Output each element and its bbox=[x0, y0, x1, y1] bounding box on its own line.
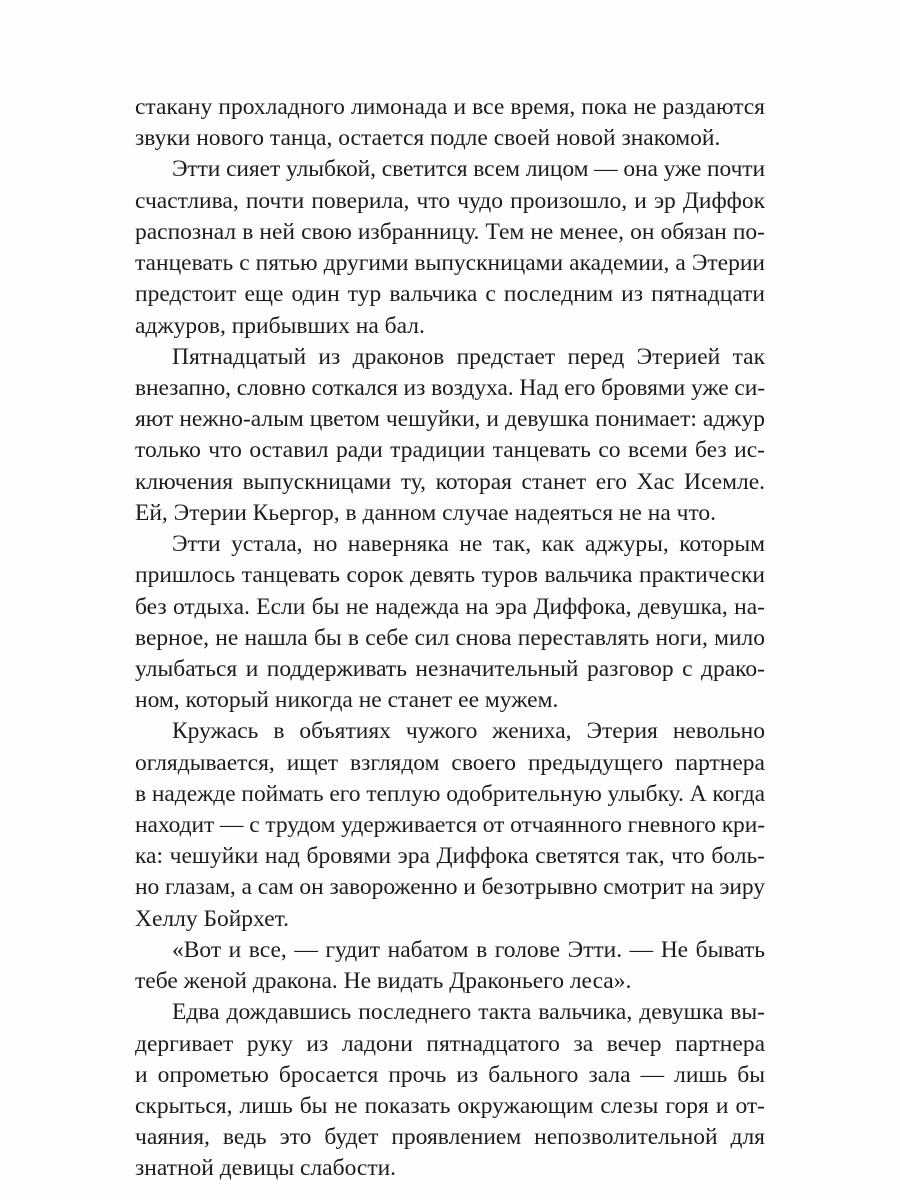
paragraph bbox=[135, 716, 765, 935]
text-line: «Вот и все, — гудит набатом в голове Этти. — Не бывать bbox=[172, 936, 765, 963]
text-line: чаяния, ведь это будет проявлением непозволительной для bbox=[135, 1124, 765, 1151]
text-line: внезапно, словно соткался из воздуха. Над его бровями уже си- bbox=[135, 374, 765, 401]
paragraph bbox=[135, 529, 765, 716]
text-line: без отдыха. Если бы не надежда на эра Диффока, девушка, на- bbox=[135, 593, 765, 620]
paragraph bbox=[135, 154, 765, 341]
text-line: танцевать с пятью другими выпускницами академии, а Этерии bbox=[135, 250, 765, 277]
text-line: Кружась в объятиях чужого жениха, Этерия невольно bbox=[172, 718, 765, 745]
text-line: находит — с трудом удерживается от отчаянного гневного кри- bbox=[135, 812, 765, 839]
paragraph bbox=[135, 997, 765, 1184]
text-line: скрыться, лишь бы не показать окружающим слезы горя и от- bbox=[135, 1093, 765, 1119]
text-line: Этти сияет улыбкой, светится всем лицом — она уже почти bbox=[172, 156, 765, 183]
text-line: знатной девицы слабости. bbox=[135, 1155, 397, 1182]
text-line: стакану прохладного лимонада и все время, пока не раздаются bbox=[135, 94, 765, 120]
text-line: Ей, Этерии Кьергор, в данном случае надеяться не на что. bbox=[135, 499, 717, 526]
text-line: и опрометью бросается прочь из бального зала — лишь бы bbox=[135, 1061, 765, 1088]
text-line: предстоит еще один тур вальчика с последним из пятнадцати bbox=[135, 281, 765, 308]
text-line: Хеллу Бойрхет. bbox=[135, 905, 290, 932]
text-line: яют нежно-алым цветом чешуйки, и девушка понимает: аджур bbox=[135, 406, 765, 433]
text-line: пришлось танцевать сорок девять туров вальчика практически bbox=[135, 562, 765, 589]
text-line: оглядывается, ищет взглядом своего предыдущего партнера bbox=[135, 749, 765, 776]
text-line: звуки нового танца, остается подле своей новой знакомой. bbox=[135, 125, 721, 152]
text-line: Пятнадцатый из драконов предстает перед Этерией так bbox=[172, 343, 765, 370]
paragraph bbox=[135, 935, 765, 997]
book-page-text bbox=[135, 92, 765, 1185]
text-line: ка: чешуйки над бровями эра Диффока светятся так, что боль- bbox=[135, 843, 765, 870]
text-line: только что оставил ради традиции танцевать со всеми без ис- bbox=[135, 437, 765, 464]
text-line: верное, не нашла бы в себе сил снова переставлять ноги, мило bbox=[135, 624, 765, 651]
text-line: улыбаться и поддерживать незначительный разговор с драко- bbox=[135, 655, 765, 682]
text-line: ном, который никогда не станет ее мужем. bbox=[135, 687, 559, 714]
text-line: Этти устала, но наверняка не так, как аджуры, которым bbox=[172, 531, 765, 558]
text-line: счастлива, почти поверила, что чудо произошло, и эр Диффок bbox=[135, 187, 765, 214]
text-line: но глазам, а сам он завороженно и безотрывно смотрит на эиру bbox=[135, 874, 765, 901]
paragraph bbox=[135, 342, 765, 529]
text-line: аджуров, прибывших на бал. bbox=[135, 312, 425, 339]
text-line: Едва дождавшись последнего такта вальчика, девушка вы- bbox=[172, 999, 765, 1026]
text-line: тебе женой дракона. Не видать Драконьего леса». bbox=[135, 968, 632, 995]
text-line: распознал в ней свою избранницу. Тем не менее, он обязан по- bbox=[135, 218, 765, 245]
text-line: ключения выпускницами ту, которая станет его Хас Исемле. bbox=[135, 468, 765, 495]
paragraph bbox=[135, 92, 765, 154]
text-line: в надежде поймать его теплую одобрительную улыбку. А когда bbox=[135, 780, 765, 807]
text-line: дергивает руку из ладони пятнадцатого за вечер партнера bbox=[135, 1030, 765, 1057]
